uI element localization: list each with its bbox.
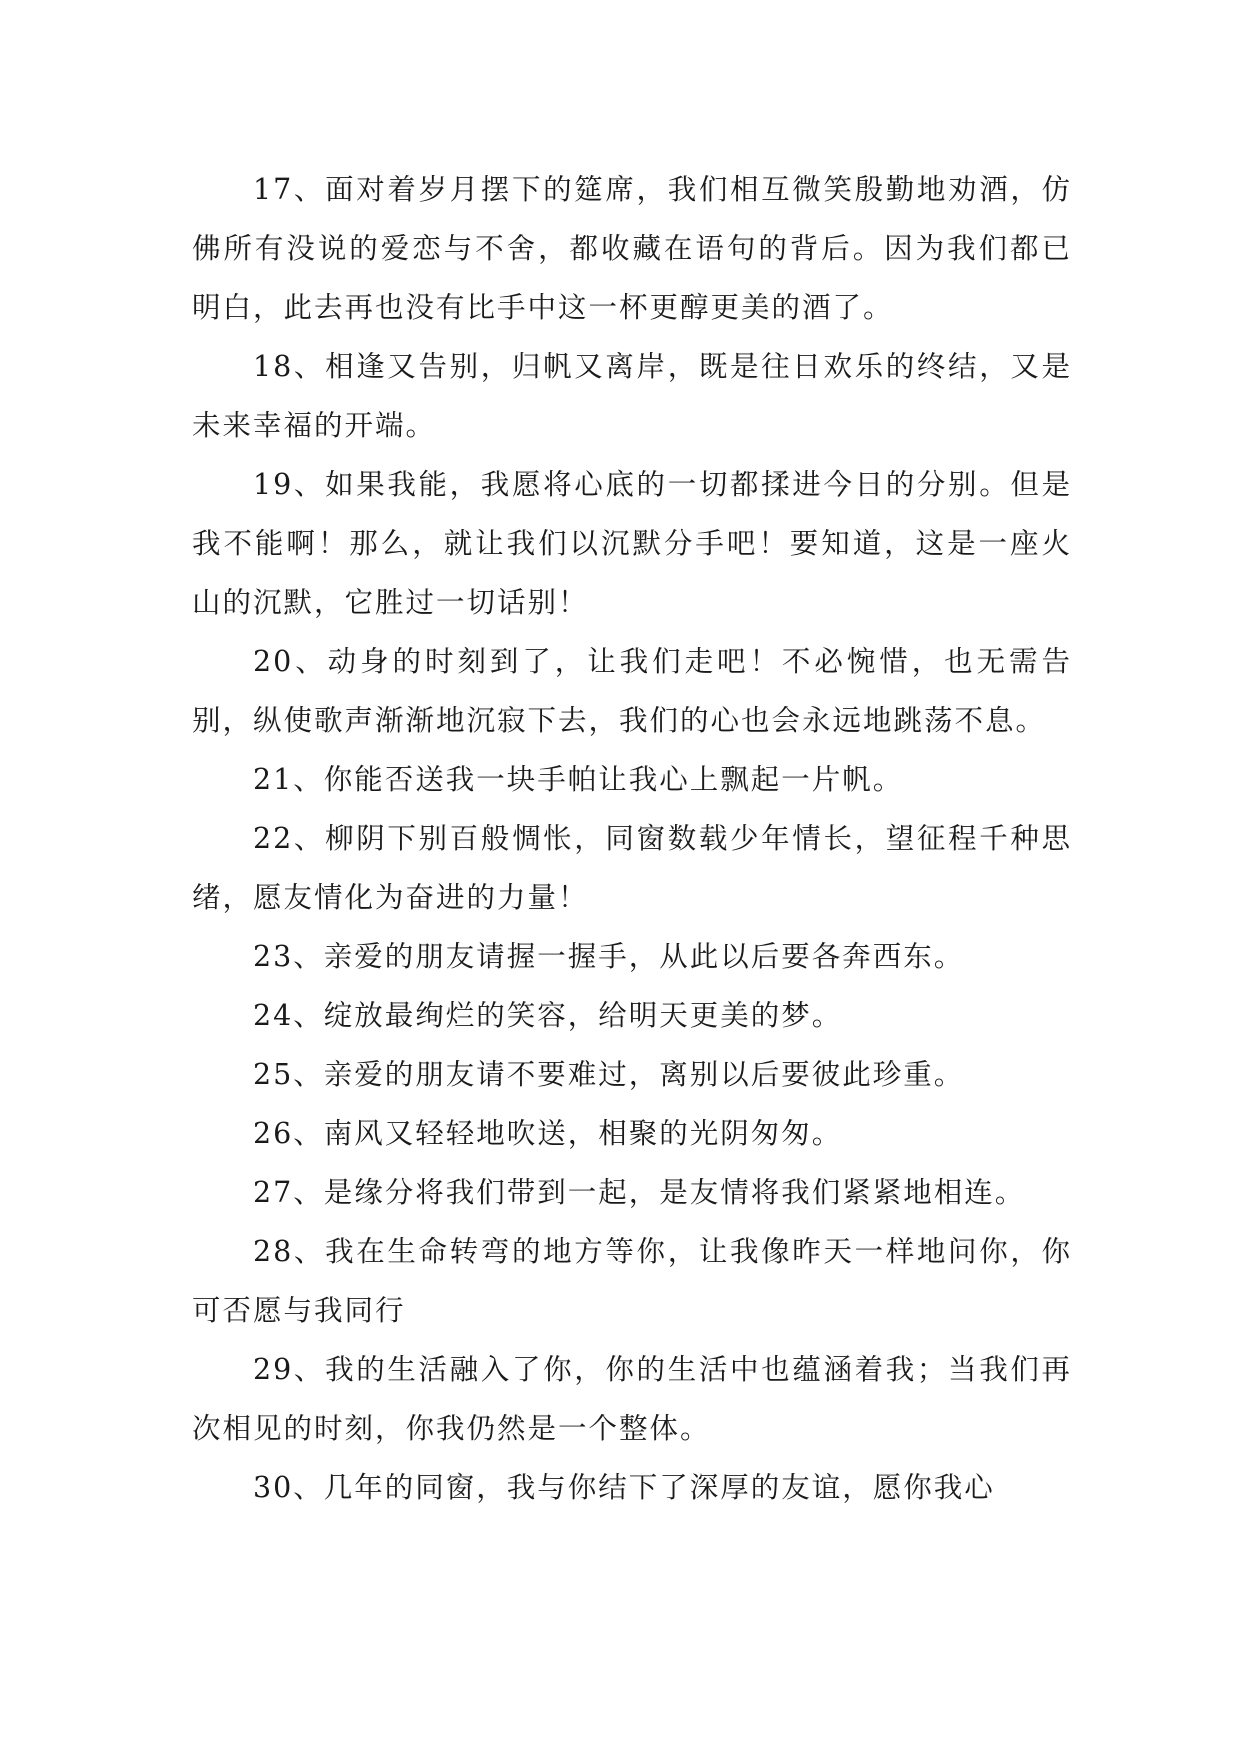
paragraph-23: 23、亲爱的朋友请握一握手，从此以后要各奔西东。 bbox=[253, 940, 965, 973]
paragraph-21: 21、你能否送我一块手帕让我心上飘起一片帆。 bbox=[253, 763, 904, 796]
paragraph-25: 25、亲爱的朋友请不要难过，离别以后要彼此珍重。 bbox=[253, 1058, 965, 1091]
paragraph-28: 28、我在生命转弯的地方等你，让我像昨天一样地问你，你可否愿与我同行 bbox=[192, 1235, 1072, 1327]
paragraph-29: 29、我的生活融入了你，你的生活中也蕴涵着我；当我们再次相见的时刻，你我仍然是一个整体。 bbox=[192, 1353, 1072, 1445]
paragraph-27: 27、是缘分将我们带到一起，是友情将我们紧紧地相连。 bbox=[253, 1176, 1026, 1209]
paragraph-24: 24、绽放最绚烂的笑容，给明天更美的梦。 bbox=[253, 999, 843, 1032]
document-body bbox=[192, 160, 1072, 1517]
paragraph-22: 22、柳阴下别百般惆怅，同窗数载少年情长，望征程千种思绪，愿友情化为奋进的力量！ bbox=[192, 822, 1072, 914]
paragraph-18: 18、相逢又告别，归帆又离岸，既是往日欢乐的终结，又是未来幸福的开端。 bbox=[192, 350, 1072, 442]
paragraph-30: 30、几年的同窗，我与你结下了深厚的友谊，愿你我心 bbox=[253, 1471, 995, 1504]
paragraph-20: 20、动身的时刻到了，让我们走吧！不必惋惜，也无需告别，纵使歌声渐渐地沉寂下去，我们的心也会永远地跳荡不息。 bbox=[192, 645, 1072, 737]
paragraph-26: 26、南风又轻轻地吹送，相聚的光阴匆匆。 bbox=[253, 1117, 843, 1150]
paragraph-17: 17、面对着岁月摆下的筵席，我们相互微笑殷勤地劝酒，仿佛所有没说的爱恋与不舍，都收藏在语句的背后。因为我们都已明白，此去再也没有比手中这一杯更醇更美的酒了。 bbox=[192, 173, 1072, 324]
paragraph-19: 19、如果我能，我愿将心底的一切都揉进今日的分别。但是我不能啊！那么，就让我们以沉默分手吧！要知道，这是一座火山的沉默，它胜过一切话别！ bbox=[192, 468, 1072, 619]
